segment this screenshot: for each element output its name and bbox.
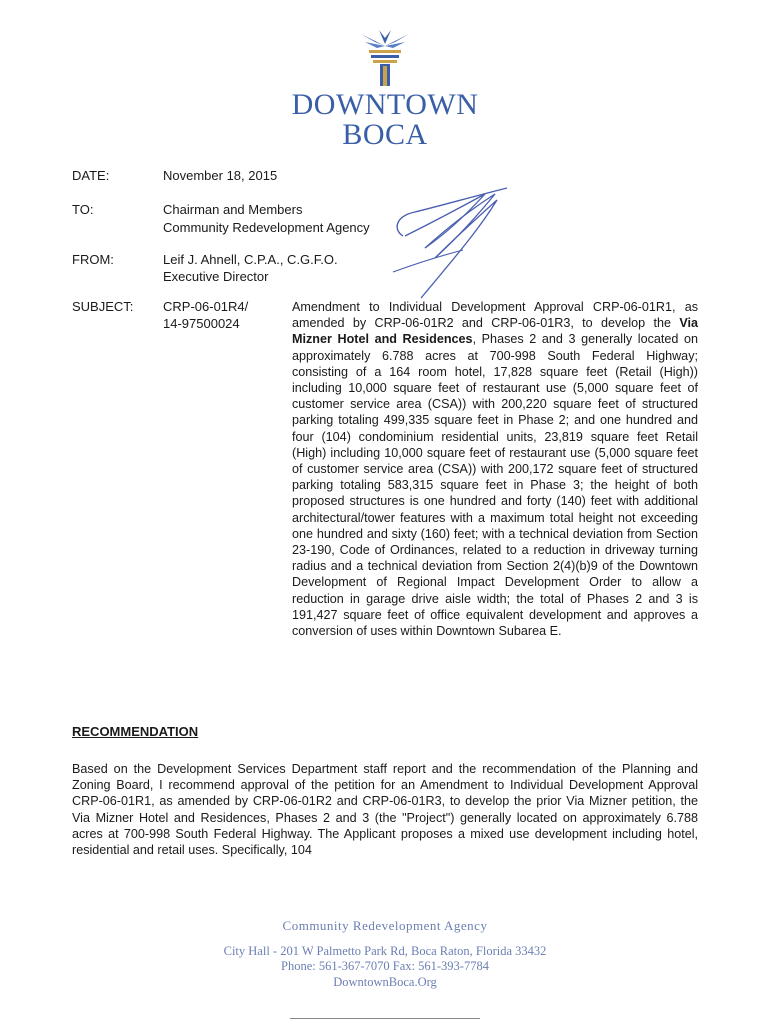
footer-agency-name: Community Redevelopment Agency bbox=[282, 918, 488, 933]
to-line2: Community Redevelopment Agency bbox=[163, 220, 370, 235]
from-label: FROM: bbox=[72, 252, 114, 267]
from-line2: Executive Director bbox=[163, 269, 269, 284]
letterhead-footer bbox=[0, 918, 770, 990]
handwritten-signature bbox=[385, 186, 515, 301]
recommendation-body: Based on the Development Services Department staff report and the recommendation of the Planning and Zoning Board, I recommend approval of the petition for an Amendment to Individual Development Approval CRP-06-01R1, as amended by CRP-06-01R2 and CRP-06-01R3, to develop the prior Via Mizner petition, the Via Mizner Hotel and Residences, Phases 2 and 3 (the "Project") generally located on approximately 6.788 acres at 700-998 South Federal Highway. The Applicant proposes a mixed use development including hotel, residential and retail uses. Specifically, 104 bbox=[72, 762, 698, 858]
logo-text-boca: BOCA bbox=[342, 118, 428, 151]
downtown-boca-logo bbox=[0, 28, 770, 150]
bottom-divider bbox=[290, 1018, 480, 1019]
date-label: DATE: bbox=[72, 168, 110, 183]
to-label: TO: bbox=[72, 202, 94, 217]
recommendation-heading: RECOMMENDATION bbox=[72, 724, 199, 739]
to-line1: Chairman and Members bbox=[163, 202, 303, 217]
subject-code-1: CRP-06-01R4/ bbox=[163, 299, 249, 314]
subject-label: SUBJECT: bbox=[72, 299, 134, 314]
from-line1: Leif J. Ahnell, C.P.A., C.G.F.O. bbox=[163, 252, 338, 267]
date-value: November 18, 2015 bbox=[163, 168, 278, 183]
footer-phone-fax: Phone: 561-367-7070 Fax: 561-393-7784 bbox=[281, 959, 489, 973]
footer-website: DowntownBoca.Org bbox=[333, 975, 437, 989]
palm-tree-logo-icon bbox=[355, 28, 415, 88]
subject-text-part-b: , Phases 2 and 3 generally located on approximately 6.788 acres at 700-998 South Federal Highway; consisting of a 164 room hotel, 17,828 square feet (Retail (High)) including 10,000 square feet of restaurant use (5,000 square feet of customer service area (CSA)) with 200,220 square feet of structured parking totaling 499,335 square feet in Phase 2; and one hundred and four (104) condominium residential units, 23,819 square feet Retail (High) including 10,000 square feet of restaurant use (5,000 square feet of customer service area (CSA)) with 200,172 square feet of structured parking totaling 583,315 square feet in Phase 3; the height of both proposed structures is one hundred and forty (140) feet with additional architectural/tower features with a maximum total height not exceeding one hundred and sixty (160) feet; with a technical deviation from Section 23-190, Code of Ordinances, related to a reduction in driveway turning radius and a technical deviation from Section 2(4)(b)9 of the Downtown Development of Regional Impact Development Order to allow a reduction in garage drive aisle width; the total of Phases 2 and 3 is 191,427 square feet of office equivalent development and approves a conversion of uses within Downtown Subarea E. bbox=[292, 332, 698, 639]
logo-text-downtown: DOWNTOWN bbox=[291, 88, 479, 121]
subject-code-2: 14-97500024 bbox=[163, 316, 240, 331]
subject-project-name: Via Mizner Hotel and Residences bbox=[292, 316, 698, 347]
subject-description bbox=[292, 299, 698, 639]
subject-text-part-a: Amendment to Individual Development Approval CRP-06-01R1, as amended by CRP-06-01R2 and CRP-06-01R3, to develop the bbox=[292, 300, 698, 331]
footer-address: City Hall - 201 W Palmetto Park Rd, Boca Raton, Florida 33432 bbox=[223, 944, 547, 958]
